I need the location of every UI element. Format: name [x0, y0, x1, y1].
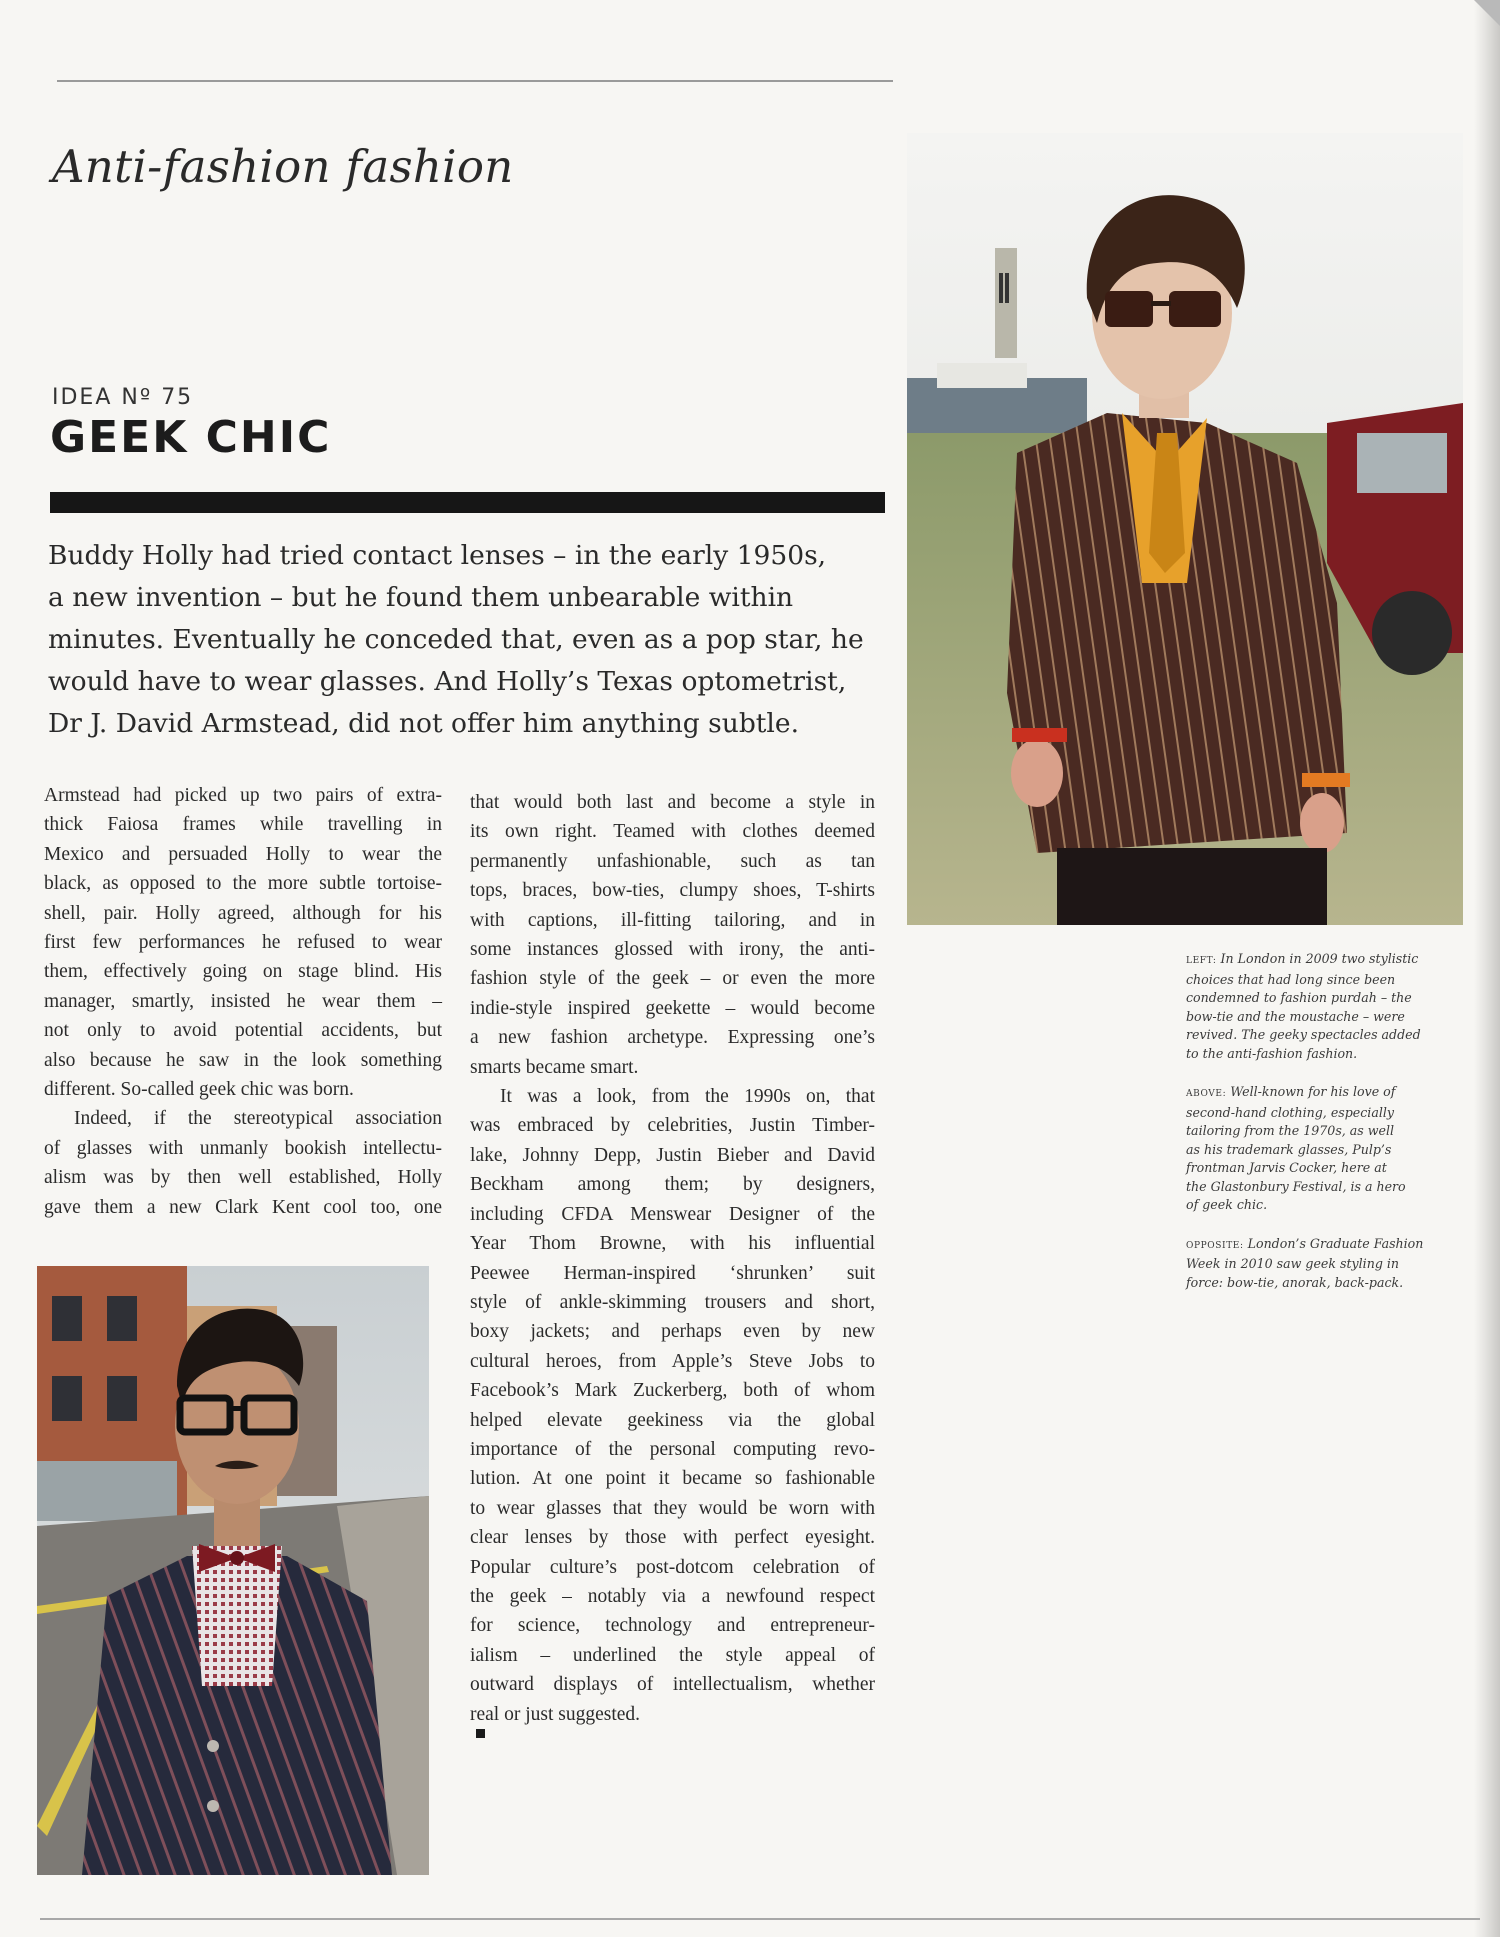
body-line: different. So-called geek chic was born.: [44, 1079, 354, 1101]
lede-line: minutes. Eventually he conceded that, even as a pop star, he: [48, 624, 864, 655]
page-corner: [1474, 0, 1500, 26]
body-line: outward displays of intellectualism, whether: [470, 1674, 875, 1696]
lede-line: a new invention – but he found them unbearable within: [48, 582, 794, 613]
photo-jarvis-cocker-image: [907, 133, 1463, 925]
idea-label: IDEA Nº 75: [52, 385, 194, 410]
caption-line: as his trademark glasses, Pulp’s: [1186, 1141, 1392, 1157]
caption-line: tailoring from the 1970s, as well: [1186, 1123, 1395, 1138]
body-line: first few performances he refused to wear: [44, 932, 442, 954]
body-line: lution. At one point it became so fashionable: [470, 1468, 875, 1490]
body-line: Popular culture’s post-dotcom celebration of: [470, 1556, 875, 1578]
body-line: alism was by then well established, Holly: [44, 1167, 442, 1189]
body-line: them, effectively going on stage blind. His: [44, 961, 442, 983]
caption-line: second-hand clothing, especially: [1186, 1104, 1395, 1120]
body-line: boxy jackets; and perhaps even by new: [470, 1321, 875, 1343]
caption-line: choices that had long since been: [1186, 971, 1396, 987]
caption-block: [1186, 950, 1436, 1312]
headline: GEEK CHIC: [50, 412, 332, 463]
body-line: Year Thom Browne, with his influential: [470, 1233, 875, 1255]
body-line: style of ankle-skimming trousers and short,: [470, 1291, 875, 1313]
body-column-1: [44, 781, 442, 1222]
body-line: was embraced by celebrities, Justin Timber-: [470, 1115, 875, 1137]
body-line: cultural heroes, from Apple’s Steve Jobs to: [470, 1350, 875, 1372]
body-line: with captions, ill-fitting tailoring, and in: [470, 909, 875, 931]
body-line-final: [470, 1700, 875, 1738]
body-line: ialism – underlined the style appeal of: [470, 1644, 875, 1666]
body-line: Armstead had picked up two pairs of extra-: [44, 785, 442, 806]
lede-line: would have to wear glasses. And Holly’s Texas optometrist,: [48, 666, 847, 697]
caption-line: revived. The geeky spectacles added: [1186, 1027, 1421, 1042]
body-line: also because he saw in the look something: [44, 1049, 442, 1071]
body-line: including CFDA Menswear Designer of the: [470, 1203, 875, 1225]
caption-tag: LEFT:: [1186, 956, 1217, 966]
body-line: Facebook’s Mark Zuckerberg, both of whom: [470, 1380, 875, 1402]
body-line: smarts became smart.: [470, 1056, 639, 1078]
caption-line: of geek chic.: [1186, 1197, 1268, 1212]
caption-line: condemned to fashion purdah – the: [1186, 990, 1412, 1005]
body-line: manager, smartly, insisted he wear them –: [44, 990, 442, 1012]
body-line: real or just suggested.: [470, 1703, 641, 1725]
body-line: clear lenses by those with perfect eyesight.: [470, 1527, 875, 1549]
caption-line: the Glastonbury Festival, is a hero: [1186, 1178, 1406, 1194]
section-title: Anti-fashion fashion: [52, 140, 514, 193]
caption-opposite: [1186, 1235, 1436, 1293]
bottom-rule: [40, 1918, 1480, 1920]
body-line: tops, braces, bow-ties, clumpy shoes, T-shirts: [470, 880, 875, 902]
body-line: thick Faiosa frames while travelling in: [44, 814, 442, 836]
body-line: It was a look, from the 1990s on, that: [500, 1086, 875, 1108]
lede-paragraph: [48, 535, 898, 745]
body-line: Beckham among them; by designers,: [470, 1174, 875, 1196]
body-line: the geek – notably via a newfound respect: [470, 1585, 875, 1607]
caption-line: force: bow-tie, anorak, back-pack.: [1186, 1274, 1404, 1290]
caption-line: In London in 2009 two stylistic: [1220, 951, 1419, 966]
caption-left: [1186, 950, 1436, 1063]
page-gutter-shadow: [1474, 0, 1500, 1937]
body-line: that would both last and become a style in: [470, 792, 875, 813]
body-line: to wear glasses that they would be worn with: [470, 1497, 875, 1519]
caption-line: Week in 2010 saw geek styling in: [1186, 1256, 1400, 1271]
body-line: of glasses with unmanly bookish intellectu-: [44, 1137, 442, 1159]
caption-tag: OPPOSITE:: [1186, 1240, 1244, 1251]
photo-london-street: [37, 1266, 429, 1875]
caption-above: [1186, 1083, 1436, 1215]
body-line: gave them a new Clark Kent cool too, one: [44, 1196, 442, 1218]
end-mark: [476, 1729, 485, 1738]
lede-line: Buddy Holly had tried contact lenses – in the early 1950s,: [48, 540, 827, 571]
body-line: its own right. Teamed with clothes deemed: [470, 821, 875, 843]
body-line: for science, technology and entrepreneur-: [470, 1615, 875, 1637]
caption-line: to the anti-fashion fashion.: [1186, 1045, 1358, 1061]
body-line: indie-style inspired geekette – would become: [470, 997, 875, 1019]
caption-line: Well-known for his love of: [1230, 1084, 1396, 1099]
body-column-2: [470, 788, 875, 1738]
body-line: not only to avoid potential accidents, but: [44, 1020, 442, 1042]
top-rule: [57, 80, 893, 82]
body-line: shell, pair. Holly agreed, although for his: [44, 902, 442, 924]
body-line: lake, Johnny Depp, Justin Bieber and David: [470, 1144, 875, 1166]
caption-line: bow-tie and the moustache – were: [1186, 1008, 1405, 1024]
body-line: some instances glossed with irony, the anti-: [470, 939, 875, 961]
body-line: permanently unfashionable, such as tan: [470, 850, 875, 872]
caption-line: frontman Jarvis Cocker, here at: [1186, 1160, 1387, 1175]
body-line: Peewee Herman-inspired ‘shrunken’ suit: [470, 1262, 875, 1284]
body-line: Mexico and persuaded Holly to wear the: [44, 843, 442, 865]
body-line: Indeed, if the stereotypical association: [74, 1108, 442, 1130]
lede-line: Dr J. David Armstead, did not offer him anything subtle.: [48, 708, 800, 739]
headline-bar: [50, 492, 885, 513]
body-line: helped elevate geekiness via the global: [470, 1409, 875, 1431]
photo-jarvis-cocker: [907, 133, 1463, 925]
body-line: black, as opposed to the more subtle tortoise-: [44, 873, 442, 895]
body-line: fashion style of the geek – or even the more: [470, 968, 875, 990]
body-line: a new fashion archetype. Expressing one’s: [470, 1027, 875, 1049]
photo-london-street-image: [37, 1266, 429, 1875]
body-line: importance of the personal computing revo-: [470, 1438, 875, 1460]
caption-line: London’s Graduate Fashion: [1247, 1235, 1424, 1251]
caption-tag: ABOVE:: [1186, 1089, 1227, 1099]
